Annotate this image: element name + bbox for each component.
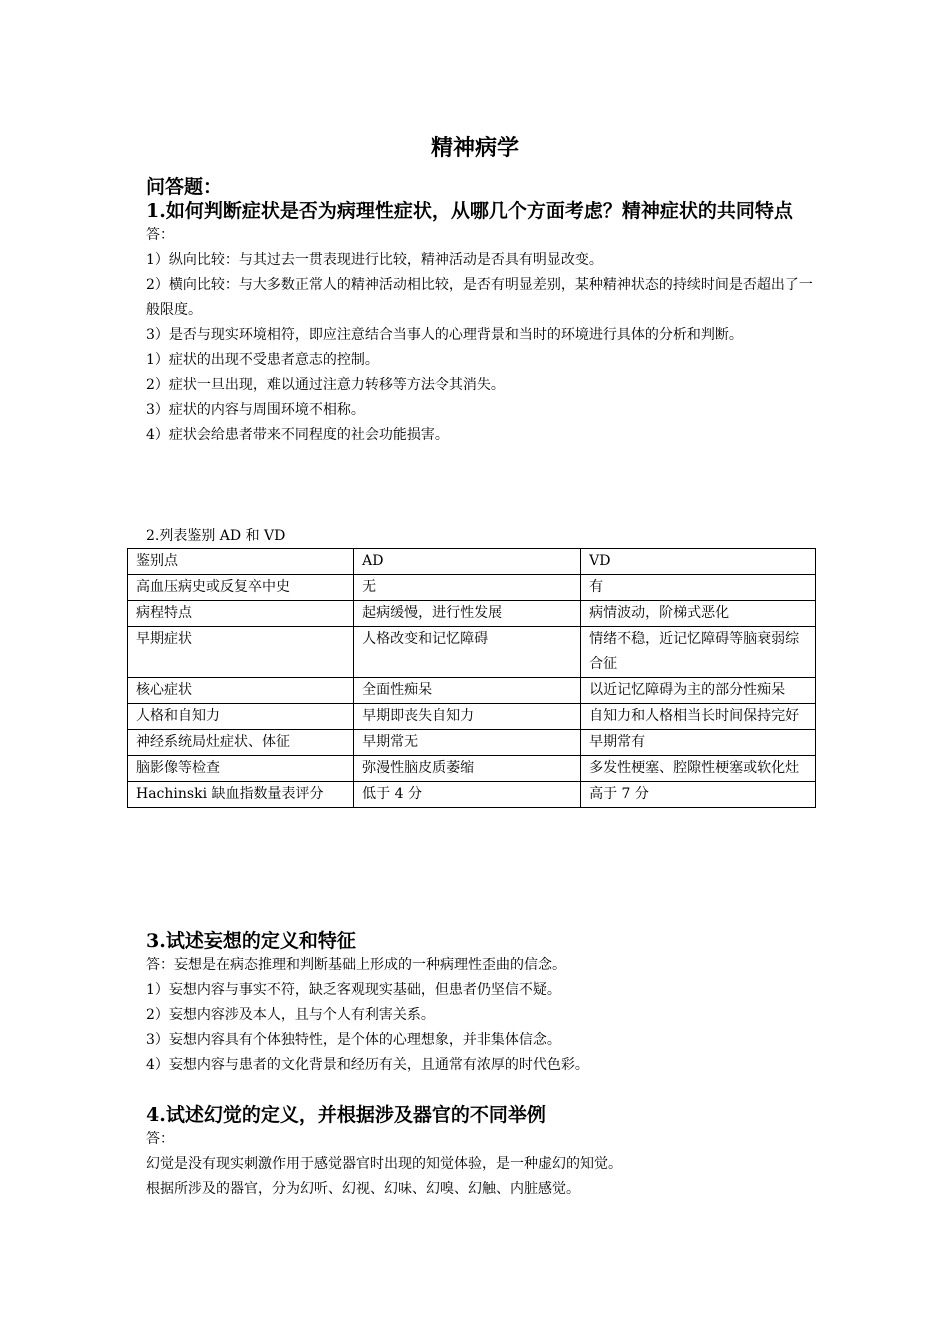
answer-item: 幻觉是没有现实刺激作用于感觉器官时出现的知觉体验，是一种虚幻的知觉。 [146,1156,622,1172]
answer-item: 3）是否与现实环境相符，即应注意结合当事人的心理背景和当时的环境进行具体的分析和判断。 [146,327,743,343]
table-cell: Hachinski 缺血指数量表评分 [128,782,354,808]
question-3-heading: 3.试述妄想的定义和特征 [146,930,356,952]
section-3 [146,929,816,1078]
table-row [128,627,816,678]
table-header-row [128,549,816,575]
answer-item: 1）纵向比较：与其过去一贯表现进行比较，精神活动是否具有明显改变。 [146,252,603,268]
answer-item: 2）横向比较：与大多数正常人的精神活动相比较，是否有明显差别，某种精神状态的持续时间是否超出了一般限度。 [146,277,813,318]
section-1 [146,175,816,448]
answer-item: 3）妄想内容具有个体独特性，是个体的心理想象，并非集体信念。 [146,1032,561,1048]
answer-item: 1）妄想内容与事实不符，缺乏客观现实基础，但患者仍坚信不疑。 [146,982,561,998]
table-row [128,678,816,704]
table-cell: 无 [354,575,581,601]
table-row [128,704,816,730]
table-row [128,782,816,808]
table-cell: 多发性梗塞、腔隙性梗塞或软化灶 [581,756,816,782]
answer-item: 答：妄想是在病态推理和判断基础上形成的一种病理性歪曲的信念。 [146,957,566,973]
answer-item: 2）妄想内容涉及本人，且与个人有利害关系。 [146,1007,435,1023]
table-cell: 神经系统局灶症状、体征 [128,730,354,756]
answer-item: 4）症状会给患者带来不同程度的社会功能损害。 [146,427,449,443]
answer-label: 答： [146,227,174,243]
table-row [128,575,816,601]
question-4-heading: 4.试述幻觉的定义，并根据涉及器官的不同举例 [146,1104,546,1126]
table-cell: 有 [581,575,816,601]
table-cell: 早期症状 [128,627,354,678]
table-cell: 脑影像等检查 [128,756,354,782]
answer-item: 3）症状的内容与周围环境不相称。 [146,402,365,418]
table-cell: 人格改变和记忆障碍 [354,627,581,678]
answer-item: 4）妄想内容与患者的文化背景和经历有关，且通常有浓厚的时代色彩。 [146,1057,589,1073]
table-header-cell: AD [354,549,581,575]
table-cell: 早期常无 [354,730,581,756]
table-row [128,601,816,627]
table-header-cell: 鉴别点 [128,549,354,575]
question-1-heading: 1.如何判断症状是否为病理性症状，从哪几个方面考虑？精神症状的共同特点 [146,200,793,222]
table-cell: 起病缓慢，进行性发展 [354,601,581,627]
document-title: 精神病学 [430,135,519,161]
table-header-cell: VD [581,549,816,575]
answer-item: 根据所涉及的器官，分为幻听、幻视、幻味、幻嗅、幻触、内脏感觉。 [146,1181,580,1197]
answer-label: 答： [146,1131,174,1147]
ad-vd-comparison-table [127,548,816,808]
table-cell: 病情波动，阶梯式恶化 [581,601,816,627]
table-cell: 早期常有 [581,730,816,756]
table-cell: 自知力和人格相当长时间保持完好 [581,704,816,730]
table-cell: 情绪不稳，近记忆障碍等脑衰弱综合征 [581,627,816,678]
question-category: 问答题： [146,176,223,198]
table-cell: 早期即丧失自知力 [354,704,581,730]
table-cell: 高血压病史或反复卒中史 [128,575,354,601]
table-caption: 2.列表鉴别 AD 和 VD [146,528,286,544]
table-cell: 以近记忆障碍为主的部分性痴呆 [581,678,816,704]
table-cell: 弥漫性脑皮质萎缩 [354,756,581,782]
table-cell: 全面性痴呆 [354,678,581,704]
table-cell: 核心症状 [128,678,354,704]
table-cell: 人格和自知力 [128,704,354,730]
table-row [128,730,816,756]
section-4 [146,1103,816,1202]
table-cell: 高于 7 分 [581,782,816,808]
table-cell: 低于 4 分 [354,782,581,808]
table-row [128,756,816,782]
answer-item: 2）症状一旦出现，难以通过注意力转移等方法令其消失。 [146,377,505,393]
table-cell: 病程特点 [128,601,354,627]
answer-item: 1）症状的出现不受患者意志的控制。 [146,352,379,368]
